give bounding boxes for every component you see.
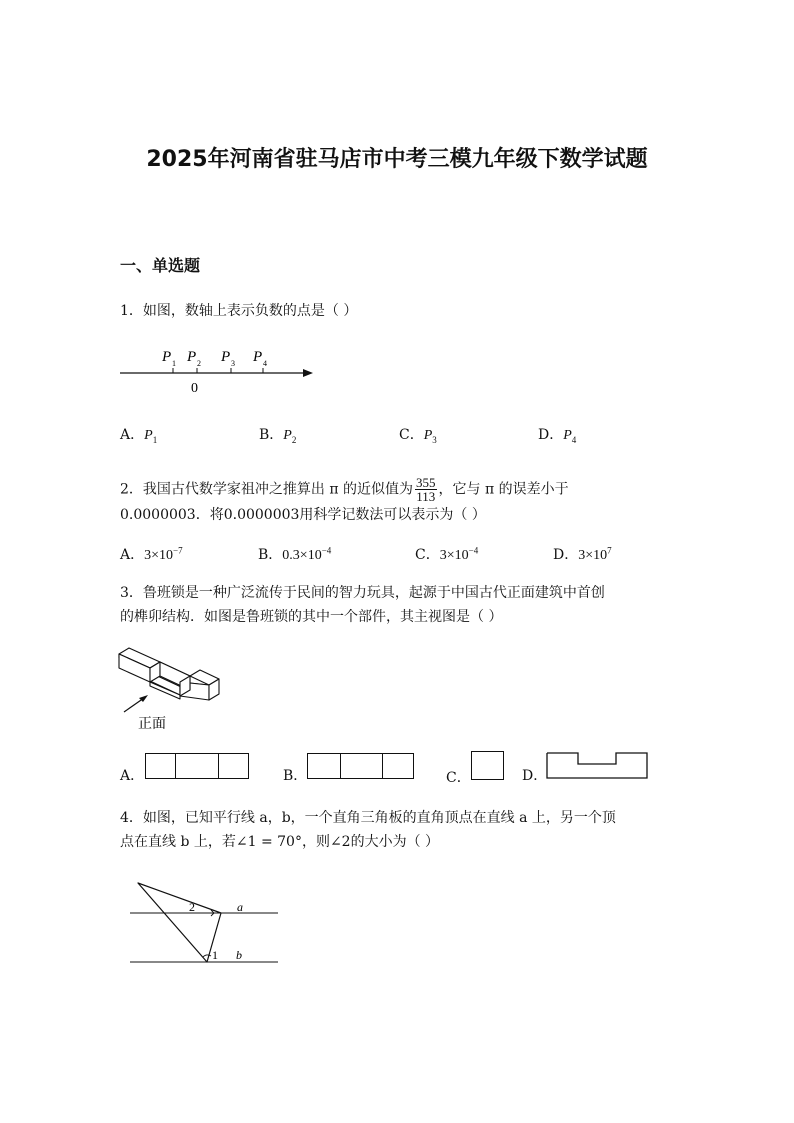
view-divider <box>382 753 383 779</box>
view-divider <box>145 753 176 779</box>
point-p2-sub: 2 <box>197 359 201 368</box>
pi-fraction <box>415 476 437 503</box>
q3-option-a-view[interactable] <box>145 753 249 779</box>
option-label: D． <box>538 427 564 443</box>
point-p1-label: P <box>162 349 172 365</box>
front-view-label: 正面 <box>138 717 166 732</box>
q3-option-d-view[interactable] <box>546 752 650 780</box>
q3-option-c-label[interactable]: C． <box>446 770 471 786</box>
view-divider <box>340 753 341 779</box>
option-var: P <box>144 428 153 443</box>
q2-option-a[interactable] <box>120 544 183 564</box>
option-var: P <box>283 428 292 443</box>
view-divider <box>218 753 219 779</box>
question-1-stem: 1．如图，数轴上表示负数的点是（ ） <box>120 303 358 319</box>
question-4-stem-line2: 点在直线 b 上，若∠1 = 70°，则∠2的大小为（ ） <box>120 834 440 850</box>
option-var: P <box>563 428 572 443</box>
line-a-label: a <box>237 900 243 914</box>
option-exponent: −7 <box>173 545 183 556</box>
section-heading: 一、单选题 <box>120 256 201 275</box>
option-sub: 2 <box>291 434 297 445</box>
option-exponent: −4 <box>321 545 332 556</box>
option-label: A． <box>120 427 145 443</box>
q2-option-c[interactable] <box>415 544 478 564</box>
option-var: P <box>423 428 433 443</box>
question-3-stem: 3．鲁班锁是一种广泛流传于民间的智力玩具，起源于中国古代正面建筑中首创 <box>120 585 605 601</box>
question-2-stem <box>120 476 569 503</box>
question-3-stem-line2: 的榫卯结构．如图是鲁班锁的其中一个部件，其主视图是（ ） <box>120 609 503 625</box>
q2-stem-part-b: ，它与 π 的误差小于 <box>438 481 569 498</box>
fraction-numerator: 355 <box>416 475 436 490</box>
option-exponent: 7 <box>607 545 612 556</box>
q2-option-b[interactable] <box>258 544 331 564</box>
number-line-figure <box>115 340 325 400</box>
fraction-denominator: 113 <box>416 489 436 504</box>
q2-stem-part-a: 2．我国古代数学家祖冲之推算出 π 的近似值为 <box>120 481 414 498</box>
option-base: 0.3×10 <box>282 548 322 563</box>
angle-2-label: 2 <box>189 900 195 914</box>
angle-1-label: 1 <box>212 948 218 962</box>
luban-lock-figure <box>112 642 232 734</box>
document-title: 2025年河南省驻马店市中考三模九年级下数学试题 <box>146 147 648 172</box>
point-p3-sub: 3 <box>231 359 235 368</box>
option-base: 3×10 <box>144 548 174 563</box>
option-base: 3×10 <box>578 548 608 563</box>
option-label: C． <box>399 427 424 443</box>
option-sub: 1 <box>152 434 158 445</box>
option-label: B． <box>258 547 283 563</box>
option-label: B． <box>259 427 284 443</box>
option-label: C． <box>415 547 440 563</box>
point-p3-label: P <box>221 349 231 365</box>
q3-option-c-view[interactable] <box>471 751 504 780</box>
option-exponent: −4 <box>468 545 479 556</box>
question-4-stem: 4．如图，已知平行线 a，b，一个直角三角板的直角顶点在直线 a 上，另一个顶 <box>120 810 616 826</box>
q1-option-a[interactable] <box>120 424 157 445</box>
origin-label: 0 <box>191 381 198 396</box>
option-sub: 3 <box>432 434 437 445</box>
q1-option-d[interactable] <box>538 424 576 445</box>
option-base: 3×10 <box>439 548 469 563</box>
option-label: A． <box>120 547 145 563</box>
point-p4-label: P <box>253 349 263 365</box>
option-sub: 4 <box>571 434 577 445</box>
point-p2-label: P <box>187 349 197 365</box>
line-b-label: b <box>236 948 242 962</box>
parallel-lines-triangle-figure <box>125 875 285 971</box>
q3-option-b-label[interactable]: B． <box>283 768 308 784</box>
option-label: D． <box>553 547 579 563</box>
q3-option-d-label[interactable]: D． <box>522 768 548 784</box>
q1-option-c[interactable] <box>399 424 437 445</box>
q3-option-b-view[interactable] <box>307 753 414 779</box>
q3-option-a-label[interactable]: A． <box>120 768 145 784</box>
point-p4-sub: 4 <box>263 359 267 368</box>
q1-option-b[interactable] <box>259 424 296 445</box>
question-2-stem-line2: 0.0000003．将0.0000003用科学记数法可以表示为（ ） <box>120 507 486 523</box>
q2-option-d[interactable] <box>553 544 612 564</box>
point-p1-sub: 1 <box>172 359 176 368</box>
